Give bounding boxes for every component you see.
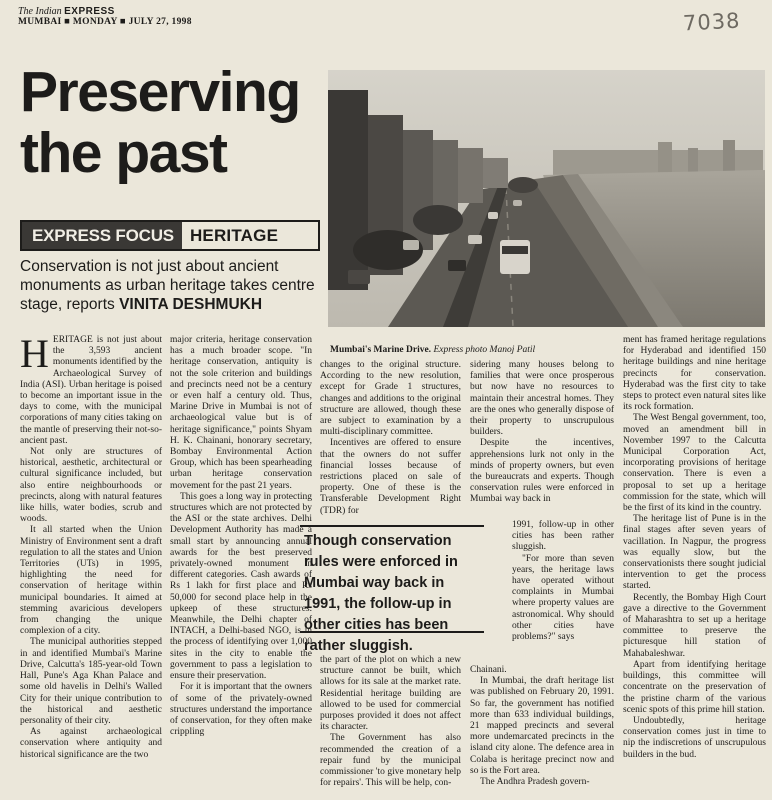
paragraph: "For more than seven years, the heritage laws have operated without complaints in Mumbai where property values are astronomical. Why should other cities have problems?" says [512,553,614,643]
standfirst [20,257,330,314]
headline: Preserving the past [20,60,300,185]
paragraph: the part of the plot on which a new structure cannot be built, which allows for its sale at the market rate. Residential heritage building are allowed to be used for commercial purposes provided it does not affect its character. [320,655,461,733]
paragraph [20,331,162,447]
paragraph: Not only are structures of historical, aesthetic, architectural or cultural significance included, but also entire neighbourhoods or precincts, along with natural features like hills, water bodies, scrub and woods. [20,447,162,525]
pull-quote: Though conservation rules were enforced in Mumbai way back in 1991, the follow-up in other cities has been rather sluggish. [300,525,484,633]
paragraph: major criteria, heritage conservation has a much broader scope. "In heritage conservation, antiquity is not the sole criterion and buildings and precincts need not be a century or even half a century old. Thus, Marine Drive in Mumbai is not of archaeological value but is of heritage significance," points Shyam H. K. Chainani, honorary secretary, Bombay Environmental Action Group, which has been spearheading urban heritage conservation movement for the past 21 years. [170,335,312,491]
article-column-1 [20,331,162,761]
paragraph: Undoubtedly, heritage conservation comes just in time to nip the indiscretions of unscrupulous builders in the bud. [623,715,766,760]
article-column-4-middle [512,520,614,643]
article-column-3-top [320,360,461,517]
dateline: MUMBAI ■ MONDAY ■ JULY 27, 1998 [18,17,192,27]
article-column-2 [170,335,312,738]
paragraph-text: ERITAGE is not just about the 3,593 ancient monuments identified by the Archaeological Survey of India (ASI). Urban heritage is poised to become an important issue in the days to come, with the municipal corporations of many cities taking on the mantle of preserving their not-so-ancient past. [20,335,162,446]
paragraph: Chainani. [470,665,507,675]
masthead [18,6,192,28]
paragraph: 1991, follow-up in other cities has been rather sluggish. [512,520,614,553]
paragraph: Apart from identifying heritage buildings, this committee will concentrate on the preservation of the pristine charm of the various scenic spots of this prime hill station. [623,659,766,715]
photo-caption [330,345,535,355]
article-column-4-top [470,360,614,506]
paper-title: EXPRESS [64,6,115,17]
paragraph: As against archaeological conservation where antiquity and historical significance are the two [20,727,162,760]
article-column-3-bottom [320,655,461,789]
byline: VINITA DESHMUKH [119,296,263,313]
paragraph: Incentives are offered to ensure that the owners do not suffer financial losses because of restrictions placed on sale of property. One of these is the Transferable Development Right (TDR) for [320,438,461,516]
paragraph: Despite the incentives, apprehensions lurk not only in the minds of property owners, but even the bureaucrats and experts. Though conservation rules were enforced in Mumbai way back in [470,438,614,505]
paragraph: For it is important that the owners of some of the privately-owned structures understand the importance of conservation, for they often make crippling [170,682,312,738]
handwritten-number: 7038 [682,8,742,36]
paragraph: It all started when the Union Ministry of Environment sent a draft regulation to all the states and Union Territories (UTs) in 1995, highlighting the need for conservation of heritage within municipal boundaries. It aimed at stemming avaricious developers from changing the unique complexion of a city. [20,525,162,637]
paragraph: Recently, the Bombay High Court gave a directive to the Government of Maharashtra to set up a heritage committee to preserve the picturesque hill station of Mahabaleshwar. [623,592,766,659]
paragraph: In Mumbai, the draft heritage list was published on February 20, 1991. So far, the government has notified more than 633 individual buildings, 21 mapped precincts and several more undemarcated precincts in the island city alone. The defence area in Colaba is heritage precinct now and so is the Fort area. [470,676,614,776]
kicker-focus: EXPRESS FOCUS [22,222,182,249]
paragraph: This goes a long way in protecting structures which are not protected by the ASI or the state archives. Delhi Development Authority has made a small start by announcing annual awards for the best preserved privately-owned monument in different categories. Cash awards of Rs 1 lakh for first place and Rs 50,000 for second place help in the upkeep of these structures. Meanwhile, the Delhi chapter of INTACH, a Delhi-based NGO, is in the process of identifying over 1,000 sites in the city to enable the government to pass a legislation to ensure their preservation. [170,491,312,682]
drop-cap: H [20,331,49,376]
standfirst-text: Conservation is not just about ancient monuments as urban heritage takes centre stage, reports [20,258,315,313]
article-column-4-bottom [470,665,614,788]
paragraph: changes to the original structure. According to the new resolution, except for Grade 1 structures, changes and additions to the original structure are allowed, though these are subject to examination by a multi-disciplinary committee. [320,360,461,438]
paragraph: The Andhra Pradesh govern- [480,777,590,788]
caption-credit: Express photo Manoj Patil [433,345,536,355]
photo-illustration [328,70,765,327]
paragraph: The municipal authorities stepped in and identified Mumbai's Marine Drive, Calcutta's 185-year-old Town Hall, Pune's Aga Khan Palace and some old havelis in Delhi's Walled City for their unique contribution to the historical and aesthetic personality of their city. [20,637,162,726]
kicker-topic: HERITAGE [189,225,279,245]
paragraph: sidering many houses belong to families that were once prosperous but now have no resources to maintain their ancestral homes. They are the ones who generally dispose of their property to unscrupulous builders. [470,360,614,438]
paragraph: ment has framed heritage regulations for Hyderabad and identified 150 heritage buildings and nine heritage precincts for conservation. Hyderabad was the first city to take steps to protect even natural sites like its rock formation. [623,335,766,413]
caption-title: Mumbai's Marine Drive. [330,345,432,355]
newspaper-name [18,6,192,17]
article-column-5 [623,335,766,761]
paper-prefix: The Indian [18,6,62,17]
paragraph: The Government has also recommended the creation of a repair fund by the municipal commissioner 'to give monetary help for repairs'. This will be help, con- [320,733,461,789]
marine-drive-photo [328,70,765,327]
section-kicker [20,220,320,251]
paragraph: The West Bengal government, too, moved an amendment bill in November 1997 to the Calcutta Municipal Corporation Act, incorporating provisions of heritage conservation. There is even a proposal to set up a heritage commission for the state, which will be the first of its kind in the country. [623,413,766,514]
paragraph: The heritage list of Pune is in the final stages after seven years of vacillation. In Nagpur, the progress was equally slow, but the conservationists there sought judicial intervention to get the process started. [623,514,766,592]
